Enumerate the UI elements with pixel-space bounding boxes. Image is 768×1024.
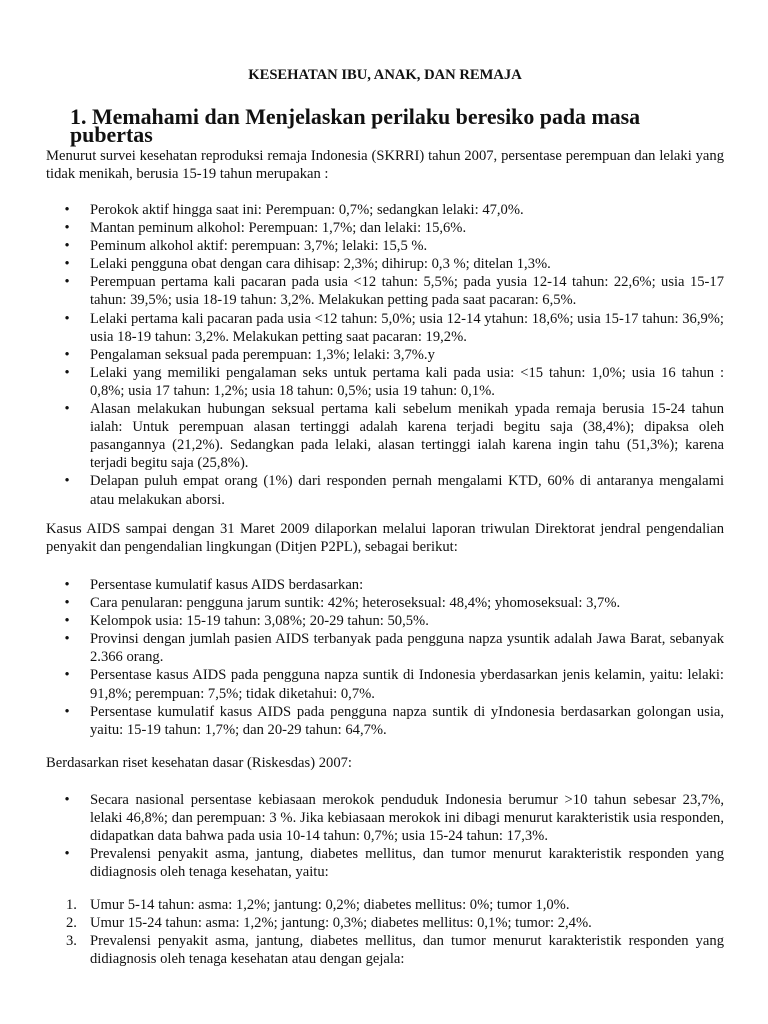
bullet-icon: • [64, 238, 70, 255]
list-item [46, 201, 724, 219]
bullet-icon: • [64, 595, 70, 612]
list-item [46, 791, 724, 845]
document-title: KESEHATAN IBU, ANAK, DAN REMAJA [248, 67, 522, 83]
list-item-text: Peminum alkohol aktif: perempuan: 3,7%; lelaki: 15,5 %. [90, 238, 428, 255]
list-item-text: Pengalaman seksual pada perempuan: 1,3%; lelaki: 3,7%.y [90, 346, 435, 363]
bullet-icon: • [64, 310, 70, 327]
list-item-text: Provinsi dengan jumlah pasien AIDS terbanyak pada pengguna napza ysuntik adalah Jawa Barat, sebanyak 2.366 orang. [90, 631, 724, 666]
list-item-text: Perempuan pertama kali pacaran pada usia <12 tahun: 5,5%; pada yusia 12-14 tahun: 22,6%; usia 15-17 tahun: 39,5%; usia 18-19 tahun: 3,2%. Melakukan petting pada saat pacaran: 6,5%. [90, 274, 724, 309]
bullet-icon: • [64, 613, 70, 630]
list-item-text: Secara nasional persentase kebiasaan merokok penduduk Indonesia berumur >10 tahun sebesar 23,7%, lelaki 46,8%; dan perempuan: 3 %. Jika kebiasaan merokok ini dibagi menurut karakteristik usia responden, didapatkan data bahwa pada usia 10-14 tahun: 0,7%; usia 15-24 tahun: 17,3%. [90, 792, 724, 845]
bullet-icon: • [64, 364, 70, 381]
section-heading-text: Memahami dan Menjelaskan perilaku beresiko pada masa pubertas [70, 104, 641, 148]
list-item-text: Lelaki yang memiliki pengalaman seks untuk pertama kali pada usia: <15 tahun: 1,0%; usia 16 tahun : 0,8%; usia 17 tahun: 1,2%; usia 18 tahun: 0,5%; usia 19 tahun: 0,1%. [90, 364, 724, 399]
list-item-text: Perokok aktif hingga saat ini: Perempuan: 0,7%; sedangkan lelaki: 47,0%. [90, 202, 524, 218]
list-item [46, 594, 724, 612]
item-number: 3. [66, 933, 77, 950]
list-item [46, 310, 724, 346]
list-item [46, 472, 724, 508]
bullet-icon: • [64, 792, 70, 808]
list-item-text: Cara penularan: pengguna jarum suntik: 42%; heteroseksual: 48,4%; yhomoseksual: 3,7%. [90, 595, 621, 612]
bullet-icon: • [64, 577, 70, 593]
age-group-numbered-list [46, 896, 724, 968]
list-item-text: Persentase kasus AIDS pada pengguna napza suntik di Indonesia yberdasarkan jenis kelamin, yaitu: lelaki: 91,8%; perempuan: 7,5%; tidak diketahui: 0,7%. [90, 667, 724, 702]
bullet-icon: • [64, 401, 70, 418]
list-item [46, 219, 724, 237]
list-item [46, 400, 724, 472]
section-number: 1. [70, 104, 87, 129]
list-item [46, 364, 724, 400]
riskesdas-intro-paragraph: Berdasarkan riset kesehatan dasar (Riskesdas) 2007: [46, 755, 352, 771]
list-item-text: Alasan melakukan hubungan seksual pertama kali sebelum menikah ypada remaja berusia 15-24 tahun ialah: Untuk perempuan alasan tertinggi adalah karena terjadi begitu saja (38,4%); dipaksa oleh pasangannya (21,2%). Sedangkan pada lelaki, alasan tertinggi ialah karena ingin tahu (51,3%); karena terjadi begitu saja (25,8%). [90, 401, 724, 472]
numbered-item [46, 914, 724, 932]
list-item [46, 576, 724, 594]
list-item-text: Persentase kumulatif kasus AIDS berdasarkan: [90, 577, 364, 593]
numbered-item [46, 932, 724, 968]
aids-statistics-list [46, 576, 724, 739]
list-item [46, 346, 724, 364]
aids-intro-paragraph: Kasus AIDS sampai dengan 31 Maret 2009 dilaporkan melalui laporan triwulan Direktorat jendral pengendalian penyakit dan pengendalian lingkungan (Ditjen P2PL), sebagai berikut: [46, 521, 724, 556]
bullet-icon: • [64, 274, 70, 291]
list-item-text: Kelompok usia: 15-19 tahun: 3,08%; 20-29 tahun: 50,5%. [90, 613, 429, 630]
list-item [46, 612, 724, 630]
item-number: 1. [66, 897, 77, 913]
bullet-icon: • [64, 631, 70, 648]
list-item [46, 630, 724, 666]
list-item [46, 273, 724, 309]
bullet-icon: • [64, 220, 70, 237]
numbered-item [46, 896, 724, 914]
list-item-text: Lelaki pengguna obat dengan cara dihisap: 2,3%; dihirup: 0,3 %; ditelan 1,3%. [90, 256, 551, 273]
intro-paragraph: Menurut survei kesehatan reproduksi remaja Indonesia (SKRRI) tahun 2007, persentase perempuan dan lelaki yang tidak menikah, berusia 15-19 tahun merupakan : [46, 148, 724, 183]
list-item-text: Persentase kumulatif kasus AIDS pada pengguna napza suntik di yIndonesia berdasarkan golongan usia, yaitu: 15-19 tahun: 1,7%; dan 20-29 tahun: 64,7%. [90, 703, 724, 738]
numbered-item-text: Prevalensi penyakit asma, jantung, diabetes mellitus, dan tumor menurut karakteristik responden yang didiagnosis oleh tenaga kesehatan atau dengan gejala: [90, 933, 724, 968]
list-item [46, 703, 724, 739]
list-item-text: Lelaki pertama kali pacaran pada usia <12 tahun: 5,0%; usia 12-14 ytahun: 18,6%; usia 15-17 tahun: 36,9%; usia 18-19 tahun: 3,2%. Melakukan petting saat pacaran: 19,2%. [90, 310, 724, 345]
risk-behavior-list [46, 201, 724, 509]
bullet-icon: • [64, 846, 70, 863]
list-item-text: Prevalensi penyakit asma, jantung, diabetes mellitus, dan tumor menurut karakteristik responden yang didiagnosis oleh tenaga kesehatan, yaitu: [90, 846, 724, 881]
numbered-item-text: Umur 5-14 tahun: asma: 1,2%; jantung: 0,2%; diabetes mellitus: 0%; tumor 1,0%. [90, 897, 570, 913]
list-item [46, 255, 724, 273]
list-item-text: Mantan peminum alkohol: Perempuan: 1,7%; dan lelaki: 15,6%. [90, 220, 467, 237]
item-number: 2. [66, 915, 77, 932]
bullet-icon: • [64, 703, 70, 720]
list-item-text: Delapan puluh empat orang (1%) dari responden pernah mengalami KTD, 60% di antaranya mengalami atau melakukan aborsi. [90, 473, 724, 508]
bullet-icon: • [64, 473, 70, 490]
bullet-icon: • [64, 346, 70, 363]
bullet-icon: • [64, 256, 70, 273]
riskesdas-list [46, 791, 724, 881]
section-heading [70, 104, 710, 148]
numbered-item-text: Umur 15-24 tahun: asma: 1,2%; jantung: 0,3%; diabetes mellitus: 0,1%; tumor: 2,4%. [90, 915, 592, 932]
bullet-icon: • [64, 202, 70, 218]
list-item [46, 237, 724, 255]
list-item [46, 666, 724, 702]
bullet-icon: • [64, 667, 70, 684]
list-item [46, 845, 724, 881]
